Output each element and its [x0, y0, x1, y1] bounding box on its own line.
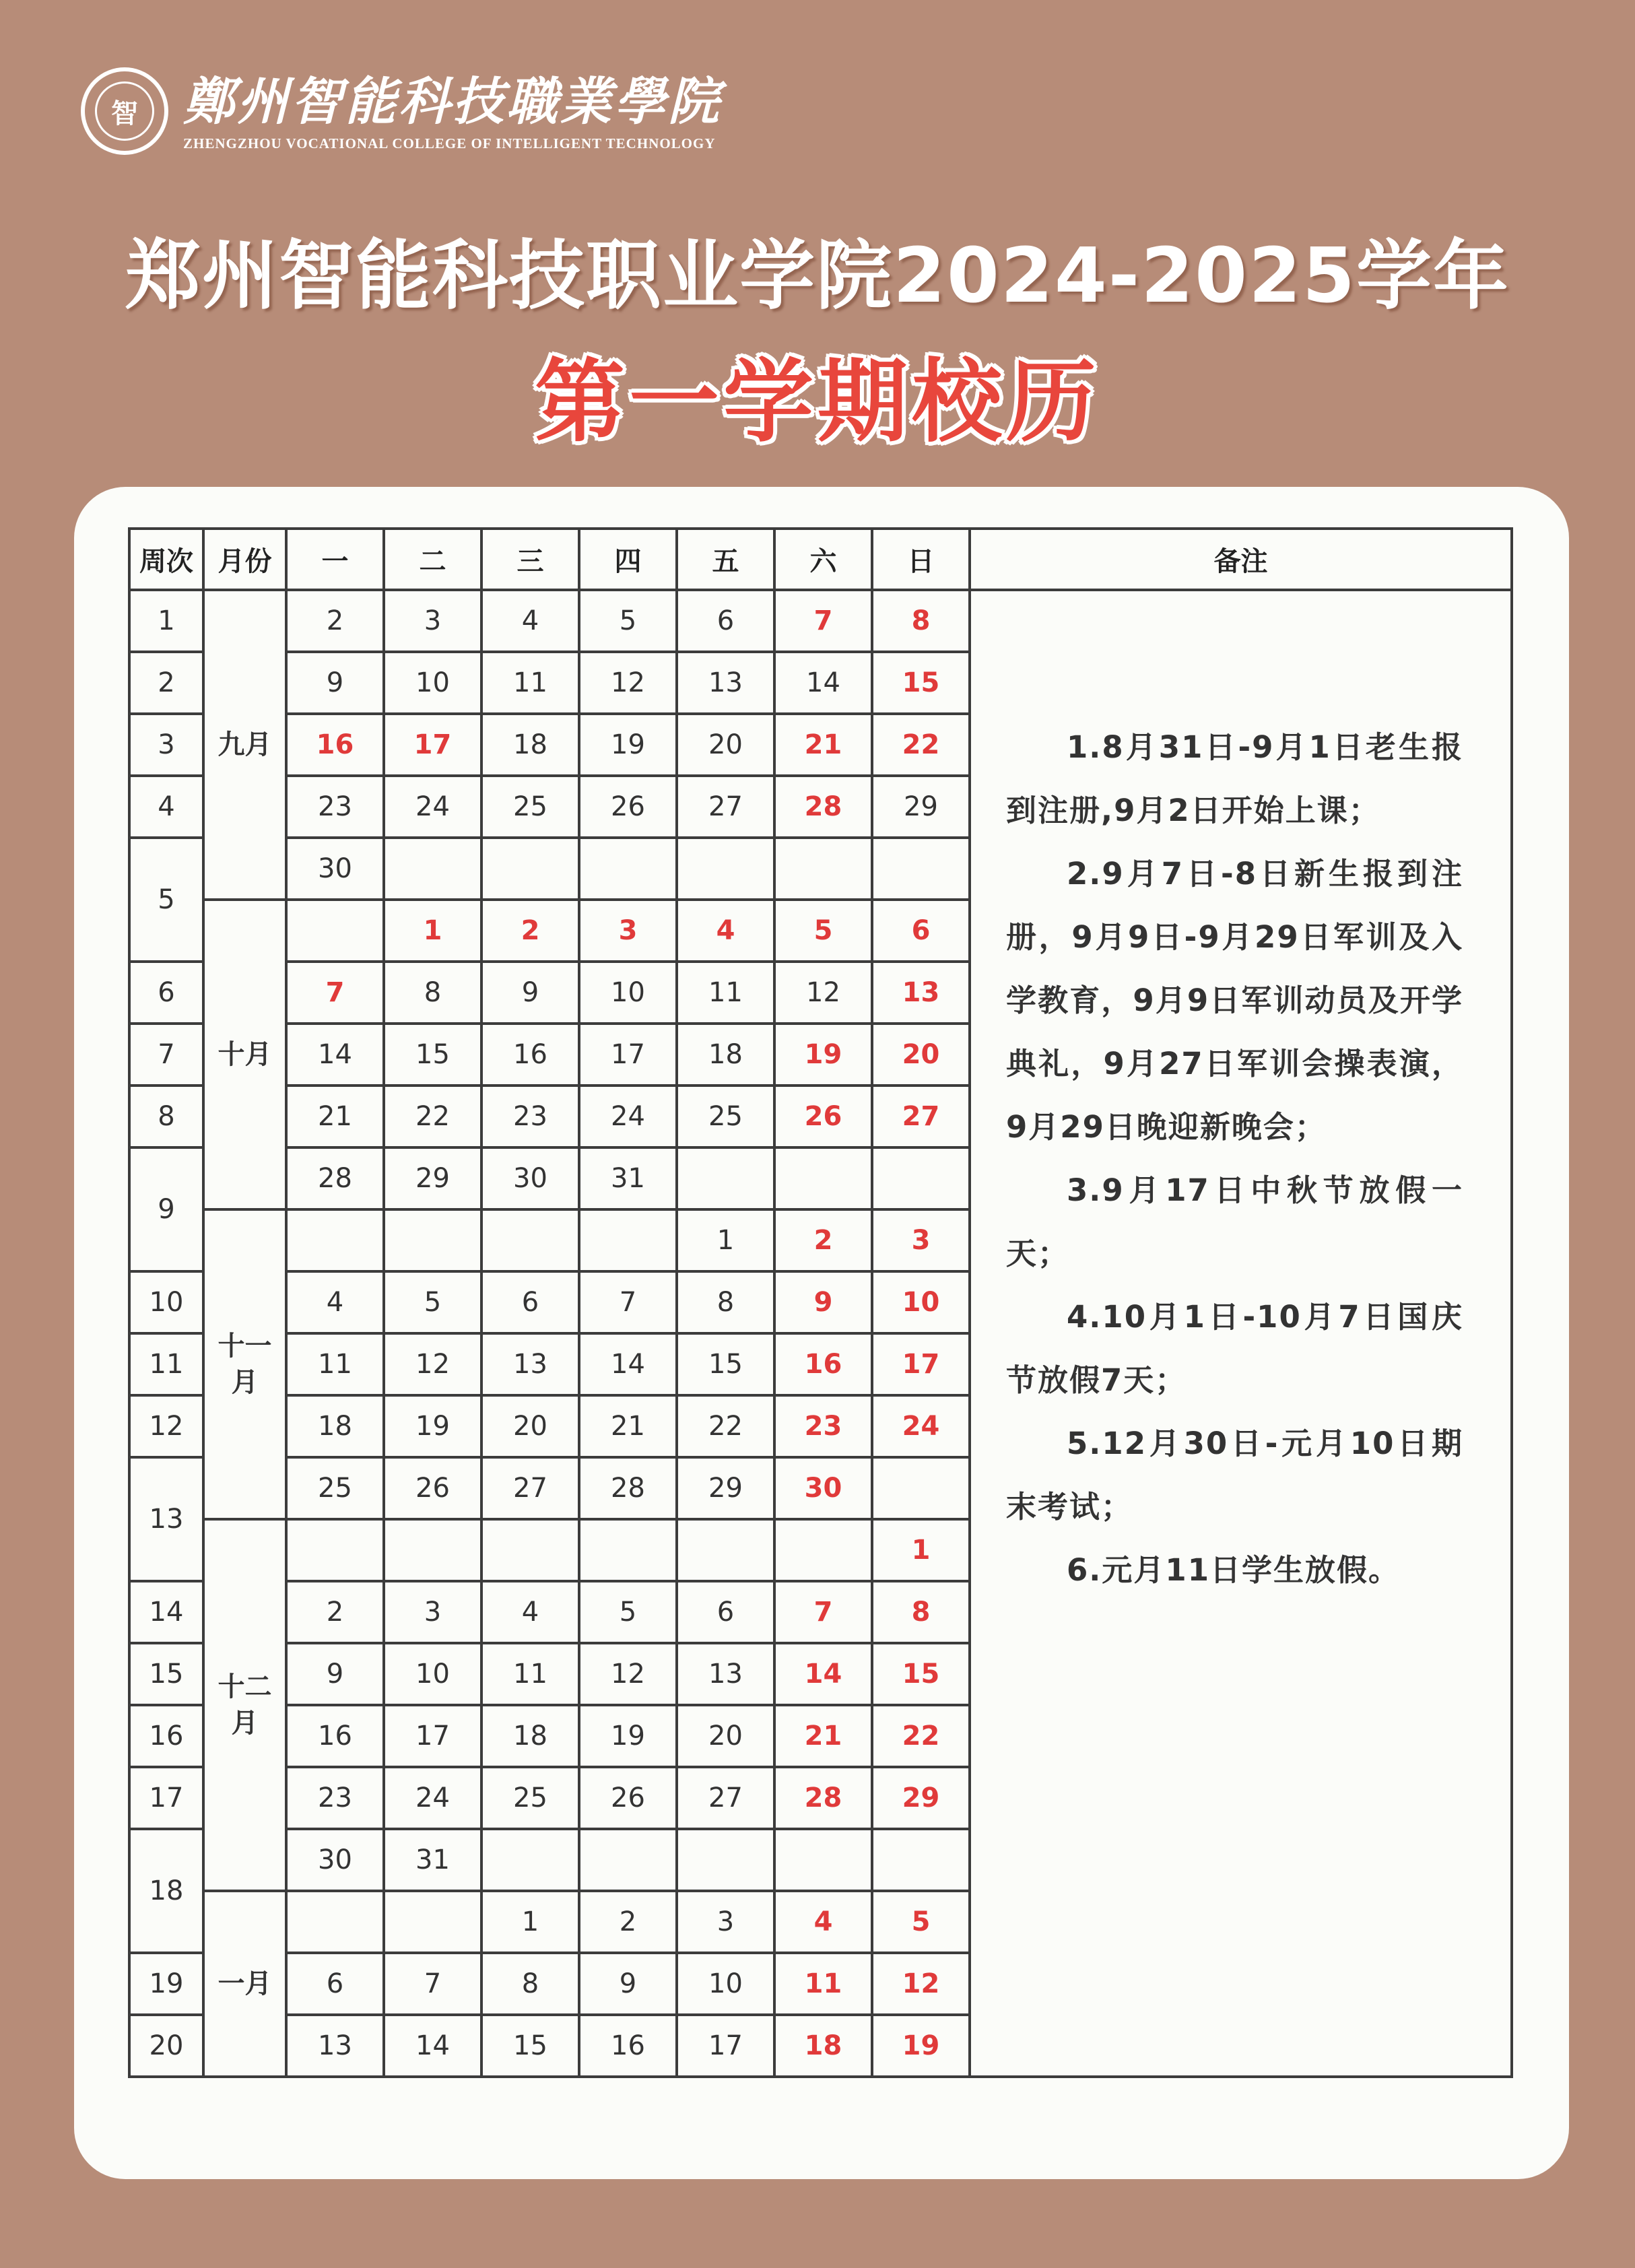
date-cell: 4: [677, 900, 774, 962]
week-number: 10: [129, 1271, 203, 1333]
date-cell: 24: [579, 1086, 677, 1147]
date-cell: 11: [481, 652, 579, 714]
week-number: 9: [129, 1147, 203, 1271]
date-cell: 10: [579, 962, 677, 1024]
date-cell: 6: [872, 900, 970, 962]
date-cell: [774, 1147, 872, 1209]
date-cell: 20: [677, 1705, 774, 1767]
date-cell: [384, 1209, 481, 1271]
month-label-line: 十一: [218, 1331, 272, 1362]
date-cell: 6: [677, 590, 774, 652]
date-cell: [286, 900, 384, 962]
week-number: 20: [129, 2015, 203, 2077]
date-cell: 14: [774, 652, 872, 714]
note-item: 6.元月11日学生放假。: [1067, 1552, 1401, 1588]
date-cell: 16: [579, 2015, 677, 2077]
date-cell: 4: [481, 590, 579, 652]
date-cell: 20: [872, 1024, 970, 1086]
date-cell: 31: [579, 1147, 677, 1209]
date-cell: 4: [481, 1581, 579, 1643]
date-cell: 6: [286, 1953, 384, 2015]
date-cell: 13: [677, 652, 774, 714]
date-cell: 2: [286, 1581, 384, 1643]
date-cell: 25: [481, 1767, 579, 1829]
date-cell: 11: [286, 1333, 384, 1395]
week-number: 15: [129, 1643, 203, 1705]
header-week: 周次: [129, 529, 203, 590]
date-cell: [677, 838, 774, 900]
date-cell: 21: [774, 714, 872, 776]
date-cell: [872, 1147, 970, 1209]
date-cell: 19: [579, 1705, 677, 1767]
date-cell: 27: [677, 1767, 774, 1829]
month-label-line: 月: [231, 1708, 259, 1739]
month-label: 九月: [203, 590, 286, 900]
date-cell: [286, 1519, 384, 1581]
date-cell: 16: [286, 714, 384, 776]
date-cell: 30: [286, 1829, 384, 1891]
date-cell: 28: [774, 1767, 872, 1829]
date-cell: [872, 838, 970, 900]
date-cell: 15: [481, 2015, 579, 2077]
week-number: 8: [129, 1086, 203, 1147]
date-cell: 23: [286, 1767, 384, 1829]
month-label: 一月: [203, 1891, 286, 2077]
date-cell: 5: [384, 1271, 481, 1333]
header-month: 月份: [203, 529, 286, 590]
date-cell: 28: [774, 776, 872, 838]
date-cell: 14: [579, 1333, 677, 1395]
date-cell: 11: [774, 1953, 872, 2015]
date-cell: 15: [384, 1024, 481, 1086]
date-cell: 14: [384, 2015, 481, 2077]
date-cell: [677, 1829, 774, 1891]
date-cell: 17: [579, 1024, 677, 1086]
notes-cell: [970, 590, 1512, 2077]
date-cell: 1: [481, 1891, 579, 1953]
date-cell: [384, 838, 481, 900]
date-cell: 2: [286, 590, 384, 652]
date-cell: 19: [872, 2015, 970, 2077]
week-number: 5: [129, 838, 203, 962]
week-number: 6: [129, 962, 203, 1024]
week-number: 3: [129, 714, 203, 776]
table-row: [129, 590, 1512, 652]
date-cell: 12: [579, 1643, 677, 1705]
date-cell: 16: [774, 1333, 872, 1395]
date-cell: 9: [286, 652, 384, 714]
date-cell: 7: [579, 1271, 677, 1333]
date-cell: 3: [872, 1209, 970, 1271]
date-cell: [774, 838, 872, 900]
date-cell: 9: [286, 1643, 384, 1705]
week-number: 1: [129, 590, 203, 652]
date-cell: 13: [481, 1333, 579, 1395]
date-cell: 31: [384, 1829, 481, 1891]
date-cell: 30: [481, 1147, 579, 1209]
date-cell: 7: [774, 590, 872, 652]
date-cell: 12: [579, 652, 677, 714]
date-cell: 10: [677, 1953, 774, 2015]
header-sun: 日: [872, 529, 970, 590]
note-item: 5.12月30日-元月10日期末考试；: [1006, 1426, 1463, 1525]
date-cell: 8: [384, 962, 481, 1024]
date-cell: 5: [579, 1581, 677, 1643]
date-cell: [481, 1209, 579, 1271]
header-fri: 五: [677, 529, 774, 590]
note-item: 2.9月7日-8日新生报到注册，9月9日-9月29日军训及入学教育，9月9日军训动员及开学典礼，9月27日军训会操表演，9月29日晚迎新晚会；: [1006, 856, 1463, 1145]
date-cell: 13: [872, 962, 970, 1024]
date-cell: 8: [872, 1581, 970, 1643]
date-cell: 20: [677, 714, 774, 776]
date-cell: [579, 1829, 677, 1891]
date-cell: 28: [579, 1457, 677, 1519]
date-cell: 23: [286, 776, 384, 838]
date-cell: 12: [774, 962, 872, 1024]
date-cell: [774, 1829, 872, 1891]
date-cell: 14: [286, 1024, 384, 1086]
date-cell: 23: [481, 1086, 579, 1147]
date-cell: 25: [481, 776, 579, 838]
date-cell: 26: [579, 1767, 677, 1829]
date-cell: 8: [677, 1271, 774, 1333]
date-cell: 6: [481, 1271, 579, 1333]
date-cell: 4: [286, 1271, 384, 1333]
date-cell: 18: [481, 714, 579, 776]
date-cell: [384, 1891, 481, 1953]
date-cell: 26: [579, 776, 677, 838]
date-cell: 29: [872, 776, 970, 838]
date-cell: [579, 838, 677, 900]
date-cell: 18: [774, 2015, 872, 2077]
date-cell: 24: [872, 1395, 970, 1457]
date-cell: [384, 1519, 481, 1581]
date-cell: 12: [384, 1333, 481, 1395]
date-cell: 18: [286, 1395, 384, 1457]
note-item: 3.9月17日中秋节放假一天；: [1006, 1172, 1463, 1271]
college-seal-icon: 智: [81, 67, 168, 155]
date-cell: 17: [677, 2015, 774, 2077]
week-number: 19: [129, 1953, 203, 2015]
date-cell: 17: [872, 1333, 970, 1395]
month-label: 十月: [203, 900, 286, 1209]
date-cell: 7: [384, 1953, 481, 2015]
date-cell: 26: [774, 1086, 872, 1147]
date-cell: [579, 1519, 677, 1581]
date-cell: 9: [579, 1953, 677, 2015]
date-cell: 9: [481, 962, 579, 1024]
month-label-line: 十二: [218, 1671, 272, 1702]
date-cell: 19: [774, 1024, 872, 1086]
school-calendar-table: [128, 527, 1513, 2078]
date-cell: 10: [384, 1643, 481, 1705]
date-cell: [481, 838, 579, 900]
month-label: [203, 1519, 286, 1891]
date-cell: [677, 1519, 774, 1581]
date-cell: 12: [872, 1953, 970, 2015]
date-cell: 10: [384, 652, 481, 714]
date-cell: 18: [481, 1705, 579, 1767]
date-cell: 19: [579, 714, 677, 776]
calendar-panel: [74, 487, 1569, 2179]
date-cell: 3: [384, 1581, 481, 1643]
date-cell: 1: [384, 900, 481, 962]
date-cell: 1: [872, 1519, 970, 1581]
date-cell: [872, 1457, 970, 1519]
header-thu: 四: [579, 529, 677, 590]
date-cell: [579, 1209, 677, 1271]
header-wed: 三: [481, 529, 579, 590]
date-cell: 10: [872, 1271, 970, 1333]
date-cell: 29: [384, 1147, 481, 1209]
date-cell: 24: [384, 776, 481, 838]
date-cell: 13: [677, 1643, 774, 1705]
date-cell: 27: [677, 776, 774, 838]
date-cell: 28: [286, 1147, 384, 1209]
date-cell: [481, 1829, 579, 1891]
week-number: 13: [129, 1457, 203, 1581]
college-logo: [81, 67, 722, 155]
note-item: 1.8月31日-9月1日老生报到注册,9月2日开始上课；: [1006, 729, 1463, 828]
date-cell: 2: [774, 1209, 872, 1271]
header-mon: 一: [286, 529, 384, 590]
date-cell: 25: [677, 1086, 774, 1147]
date-cell: 21: [774, 1705, 872, 1767]
date-cell: 11: [481, 1643, 579, 1705]
date-cell: 15: [872, 652, 970, 714]
date-cell: 5: [774, 900, 872, 962]
date-cell: [286, 1209, 384, 1271]
week-number: 17: [129, 1767, 203, 1829]
month-label-line: 月: [231, 1367, 259, 1398]
date-cell: [774, 1519, 872, 1581]
date-cell: 23: [774, 1395, 872, 1457]
week-number: 11: [129, 1333, 203, 1395]
page-subtitle: 第一学期校历: [534, 349, 1100, 455]
date-cell: 5: [872, 1891, 970, 1953]
date-cell: 3: [677, 1891, 774, 1953]
date-cell: 16: [481, 1024, 579, 1086]
date-cell: [677, 1147, 774, 1209]
date-cell: 7: [774, 1581, 872, 1643]
date-cell: 3: [579, 900, 677, 962]
date-cell: 27: [872, 1086, 970, 1147]
date-cell: 30: [774, 1457, 872, 1519]
week-number: 12: [129, 1395, 203, 1457]
week-number: 7: [129, 1024, 203, 1086]
date-cell: 25: [286, 1457, 384, 1519]
date-cell: 27: [481, 1457, 579, 1519]
date-cell: 14: [774, 1643, 872, 1705]
date-cell: 22: [872, 714, 970, 776]
date-cell: 22: [384, 1086, 481, 1147]
page-title: 郑州智能科技职业学院2024-2025学年: [125, 232, 1510, 320]
week-number: 2: [129, 652, 203, 714]
date-cell: 6: [677, 1581, 774, 1643]
date-cell: 8: [481, 1953, 579, 2015]
date-cell: 21: [579, 1395, 677, 1457]
header-tue: 二: [384, 529, 481, 590]
date-cell: 5: [579, 590, 677, 652]
week-number: 4: [129, 776, 203, 838]
date-cell: 19: [384, 1395, 481, 1457]
date-cell: 2: [481, 900, 579, 962]
date-cell: 15: [872, 1643, 970, 1705]
date-cell: 8: [872, 590, 970, 652]
date-cell: 22: [872, 1705, 970, 1767]
week-number: 14: [129, 1581, 203, 1643]
date-cell: [481, 1519, 579, 1581]
date-cell: 24: [384, 1767, 481, 1829]
date-cell: 17: [384, 714, 481, 776]
date-cell: 17: [384, 1705, 481, 1767]
date-cell: 22: [677, 1395, 774, 1457]
date-cell: 29: [677, 1457, 774, 1519]
week-number: 16: [129, 1705, 203, 1767]
date-cell: [872, 1829, 970, 1891]
date-cell: 7: [286, 962, 384, 1024]
header-notes: 备注: [970, 529, 1512, 590]
college-name-en: ZHENGZHOU VOCATIONAL COLLEGE OF INTELLIGENT TECHNOLOGY: [183, 135, 716, 152]
college-name-cn: 鄭州智能科技職業學院: [183, 71, 722, 131]
date-cell: 29: [872, 1767, 970, 1829]
date-cell: 3: [384, 590, 481, 652]
date-cell: 16: [286, 1705, 384, 1767]
date-cell: 4: [774, 1891, 872, 1953]
date-cell: 26: [384, 1457, 481, 1519]
date-cell: 1: [677, 1209, 774, 1271]
date-cell: 11: [677, 962, 774, 1024]
date-cell: 15: [677, 1333, 774, 1395]
header-sat: 六: [774, 529, 872, 590]
date-cell: 13: [286, 2015, 384, 2077]
date-cell: 20: [481, 1395, 579, 1457]
table-header-row: [129, 529, 1512, 590]
note-item: 4.10月1日-10月7日国庆节放假7天；: [1006, 1299, 1463, 1398]
date-cell: 30: [286, 838, 384, 900]
date-cell: [286, 1891, 384, 1953]
date-cell: 9: [774, 1271, 872, 1333]
date-cell: 21: [286, 1086, 384, 1147]
month-label: [203, 1209, 286, 1519]
date-cell: 18: [677, 1024, 774, 1086]
date-cell: 2: [579, 1891, 677, 1953]
week-number: 18: [129, 1829, 203, 1953]
